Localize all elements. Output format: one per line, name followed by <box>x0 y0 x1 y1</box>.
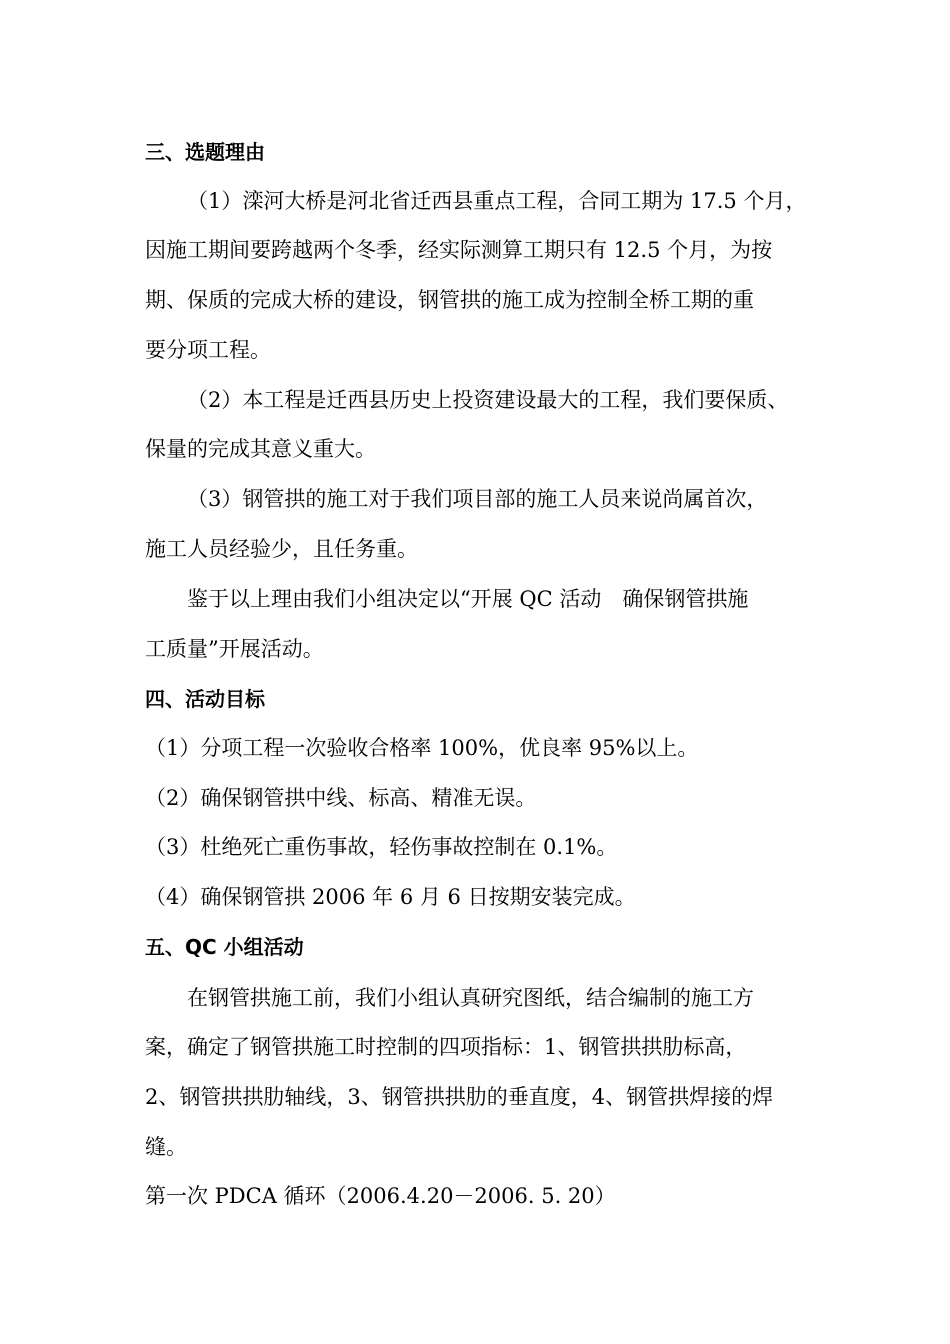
section-3-p4-line-2: 工质量”开展活动。 <box>145 637 324 661</box>
section-5-heading: 五、QC 小组活动 <box>145 935 304 959</box>
section-5-p1-line-4: 缝。 <box>145 1135 187 1159</box>
section-3-p1-line-4: 要分项工程。 <box>145 338 271 362</box>
pdca-cycle-label: 第一次 PDCA 循环（2006.4.20－2006. 5. 20） <box>145 1184 616 1208</box>
section-5-p1-line-2: 案，确定了钢管拱施工时控制的四项指标：1、钢管拱拱肋标高， <box>145 1035 747 1059</box>
section-3-p2-line-1: （2）本工程是迁西县历史上投资建设最大的工程，我们要保质、 <box>187 388 789 412</box>
section-3-p4-line-1: 鉴于以上理由我们小组决定以“开展 QC 活动 确保钢管拱施 <box>187 587 749 611</box>
section-3-p1-line-2: 因施工期间要跨越两个冬季，经实际测算工期只有 12.5 个月，为按 <box>145 238 773 262</box>
section-3-p3-line-1: （3）钢管拱的施工对于我们项目部的施工人员来说尚属首次， <box>187 487 768 511</box>
section-5-p1-line-1: 在钢管拱施工前，我们小组认真研究图纸，结合编制的施工方 <box>187 986 754 1010</box>
section-3-heading: 三、选题理由 <box>145 140 265 164</box>
section-4-item-4: （4）确保钢管拱 2006 年 6 月 6 日按期安装完成。 <box>145 885 636 909</box>
section-3-p2-line-2: 保量的完成其意义重大。 <box>145 437 376 461</box>
section-3-p3-line-2: 施工人员经验少，且任务重。 <box>145 537 418 561</box>
section-3-p1-line-3: 期、保质的完成大桥的建设，钢管拱的施工成为控制全桥工期的重 <box>145 288 754 312</box>
section-4-item-2: （2）确保钢管拱中线、标高、精准无误。 <box>145 786 537 810</box>
section-4-item-3: （3）杜绝死亡重伤事故，轻伤事故控制在 0.1%。 <box>145 835 618 859</box>
section-5-p1-line-3: 2、钢管拱拱肋轴线，3、钢管拱拱肋的垂直度，4、钢管拱焊接的焊 <box>145 1085 774 1109</box>
section-3-p1-line-1: （1）滦河大桥是河北省迁西县重点工程，合同工期为 17.5 个月， <box>187 189 807 213</box>
section-4-item-1: （1）分项工程一次验收合格率 100%，优良率 95%以上。 <box>145 736 699 760</box>
section-4-heading: 四、活动目标 <box>145 687 265 711</box>
